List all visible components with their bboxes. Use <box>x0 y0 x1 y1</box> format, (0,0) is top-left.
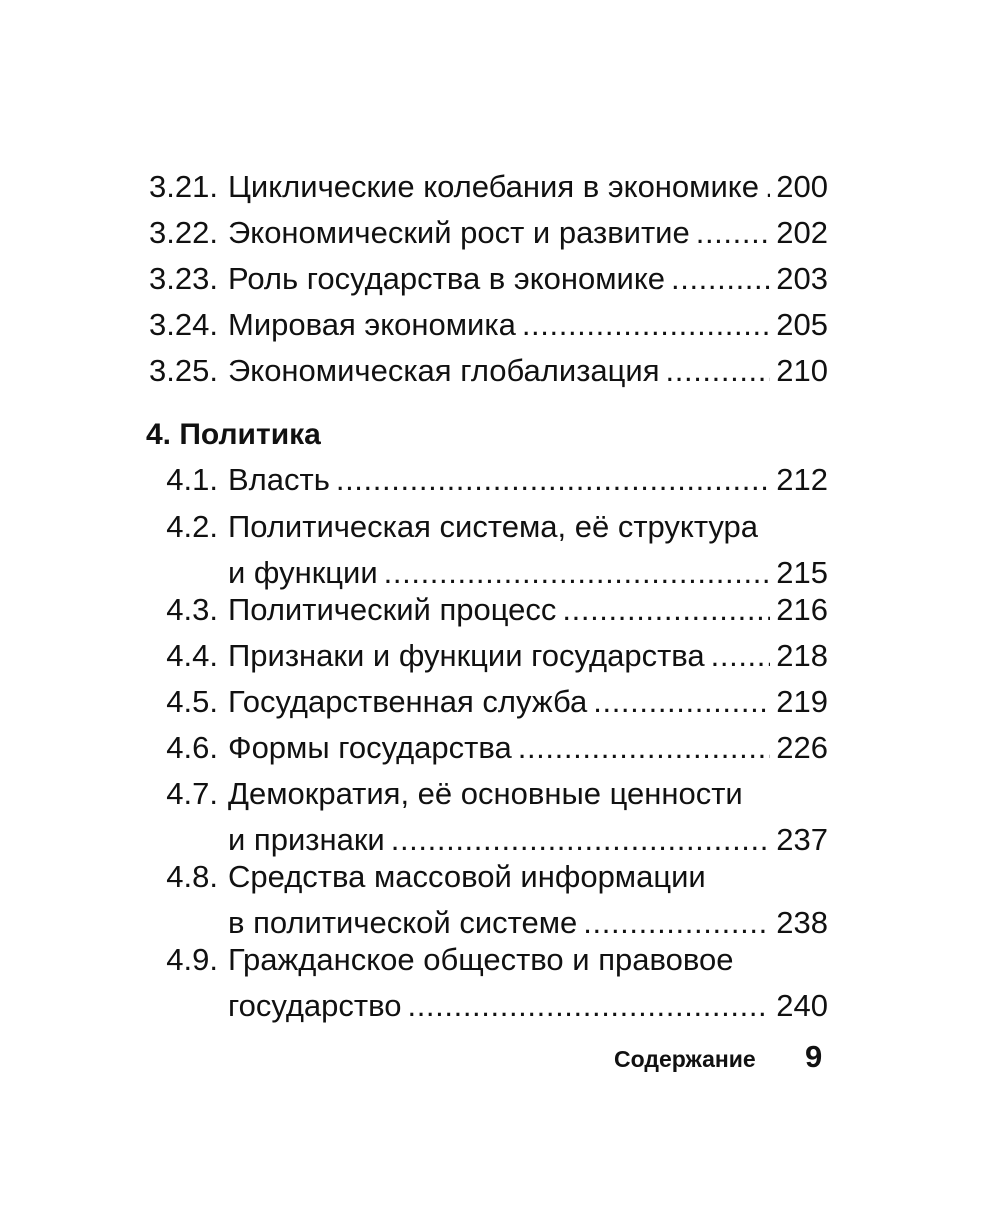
dot-leader <box>562 591 770 628</box>
dot-leader <box>518 729 771 766</box>
toc-entry-page: 240 <box>776 988 828 1023</box>
toc-entry-page: 200 <box>776 169 828 204</box>
toc-entry-number: 4.1. <box>166 462 218 497</box>
toc-entry-page: 218 <box>776 638 828 673</box>
section-heading: 4. Политика <box>146 418 321 451</box>
toc-entry-3-21[interactable] <box>146 168 828 205</box>
dot-leader <box>384 554 771 591</box>
toc-entry-title: Средства массовой информации <box>228 859 706 894</box>
toc-entry-number: 4.3. <box>166 592 218 627</box>
dot-leader <box>696 214 771 251</box>
toc-entry-page: 215 <box>776 555 828 590</box>
toc-entry-3-23[interactable] <box>146 260 828 297</box>
toc-entry-title: Роль государства в экономике <box>228 261 665 296</box>
toc-entry-title: Признаки и функции государства <box>228 638 705 673</box>
toc-entry-title-continuation: и признаки <box>228 822 385 857</box>
toc-entry-4-6[interactable] <box>146 729 828 766</box>
dot-leader <box>593 683 770 720</box>
toc-entry-4-5[interactable] <box>146 683 828 720</box>
running-footer-title: Содержание <box>614 1046 756 1072</box>
toc-entry-number: 4.7. <box>166 776 218 811</box>
toc-entry-number: 4.5. <box>166 684 218 719</box>
toc-entry-title: Экономическая глобализация <box>228 353 660 388</box>
dot-leader <box>583 904 770 941</box>
toc-entry-page: 226 <box>776 730 828 765</box>
toc-entry-3-22[interactable] <box>146 214 828 251</box>
toc-entry-number: 4.6. <box>166 730 218 765</box>
dot-leader <box>407 987 770 1024</box>
dot-leader <box>711 637 771 674</box>
toc-entry-title: Политическая система, её структура <box>228 509 758 544</box>
toc-entry-number: 4.9. <box>166 942 218 977</box>
toc-entry-title: Государственная служба <box>228 684 588 719</box>
page-number: 9 <box>805 1039 823 1074</box>
toc-entry-4-1[interactable] <box>146 461 828 498</box>
toc-entry-title: Экономический рост и развитие <box>228 215 690 250</box>
toc-entry-3-24[interactable] <box>146 306 828 343</box>
toc-entry-title: Власть <box>228 462 330 497</box>
toc-entry-page: 212 <box>776 462 828 497</box>
toc-entry-page: 210 <box>776 353 828 388</box>
toc-entry-number: 4.4. <box>166 638 218 673</box>
toc-entry-number: 3.25. <box>149 353 218 388</box>
toc-entry-page: 205 <box>776 307 828 342</box>
toc-entry-page: 216 <box>776 592 828 627</box>
toc-entry-3-25[interactable] <box>146 352 828 389</box>
toc-entry-4-4[interactable] <box>146 637 828 674</box>
toc-entry-number: 3.23. <box>149 261 218 296</box>
dot-leader <box>522 306 770 343</box>
toc-entry-page: 238 <box>776 905 828 940</box>
toc-entry-title: Мировая экономика <box>228 307 516 342</box>
toc-entry-page: 202 <box>776 215 828 250</box>
dot-leader <box>336 461 770 498</box>
toc-entry-number: 3.22. <box>149 215 218 250</box>
toc-entry-page: 237 <box>776 822 828 857</box>
toc-entry-title-continuation: и функции <box>228 555 378 590</box>
toc-entry-title: Гражданское общество и правовое <box>228 942 734 977</box>
dot-leader <box>666 352 771 389</box>
toc-entry-4-8[interactable] <box>146 858 828 941</box>
toc-entry-number: 3.21. <box>149 169 218 204</box>
toc-entry-page: 203 <box>776 261 828 296</box>
toc-entry-title-continuation: в политической системе <box>228 905 578 940</box>
toc-entry-4-9[interactable] <box>146 941 828 1024</box>
toc-entry-title: Формы государства <box>228 730 512 765</box>
toc-entry-number: 3.24. <box>149 307 218 342</box>
toc-entry-number: 4.8. <box>166 859 218 894</box>
dot-leader <box>671 260 770 297</box>
toc-entry-title: Демократия, её основные ценности <box>228 776 743 811</box>
toc-entry-4-3[interactable] <box>146 591 828 628</box>
toc-entry-title-continuation: государство <box>228 988 402 1023</box>
toc-entry-title: Политический процесс <box>228 592 557 627</box>
toc-entry-page: 219 <box>776 684 828 719</box>
dot-leader <box>391 821 771 858</box>
toc-entry-4-2[interactable] <box>146 508 828 591</box>
toc-entry-4-7[interactable] <box>146 775 828 858</box>
toc-entry-title: Циклические колебания в экономике <box>228 169 759 204</box>
toc-entry-number: 4.2. <box>166 509 218 544</box>
